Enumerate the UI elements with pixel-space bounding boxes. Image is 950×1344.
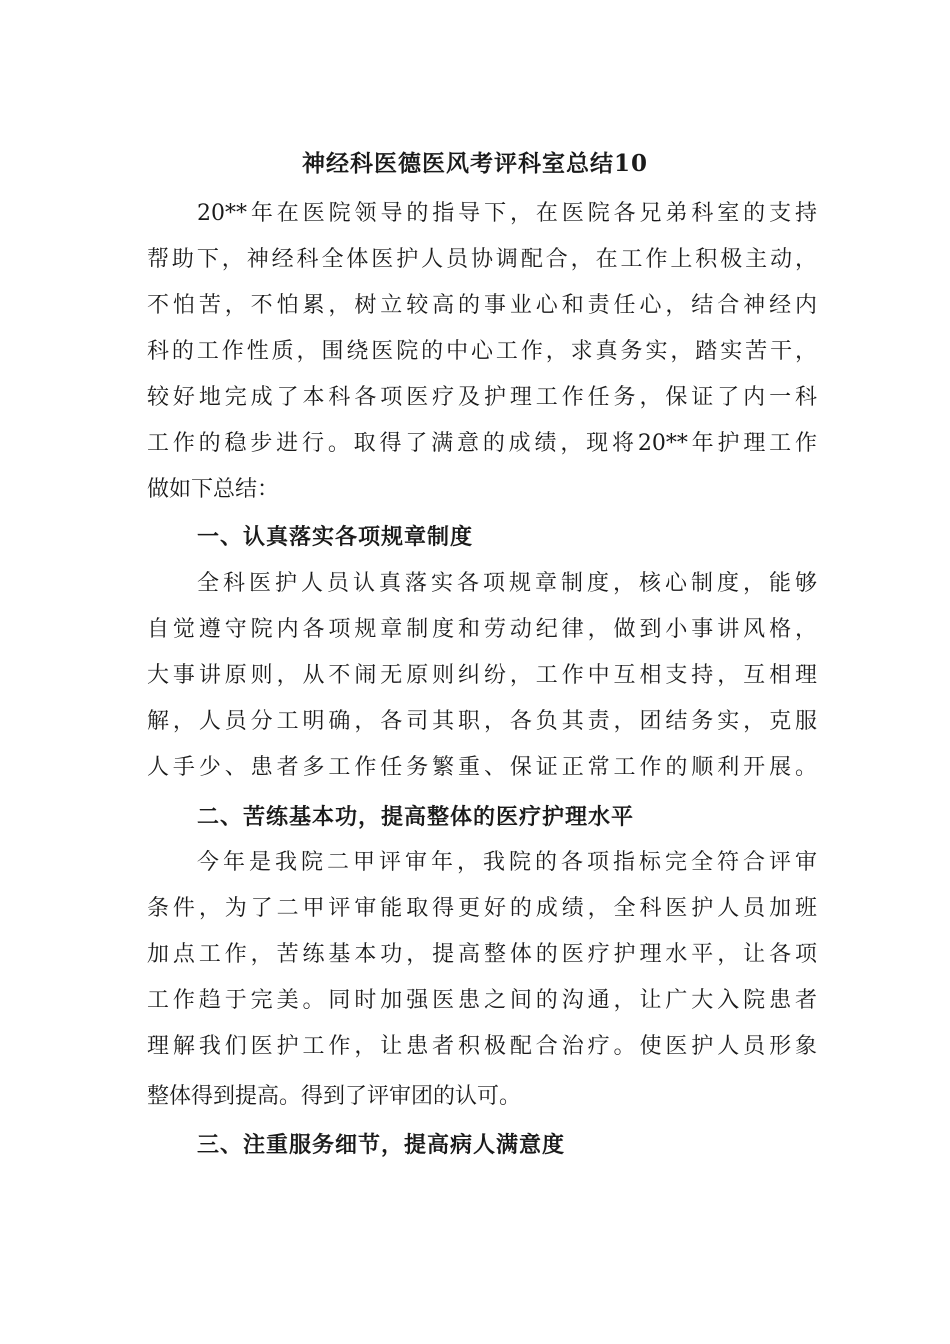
paragraph-line: 工作趋于完美。同时加强医患之间的沟通，让广大入院患者 bbox=[147, 988, 817, 1013]
paragraph-line: 工作的稳步进行。取得了满意的成绩，现将20**年护理工作 bbox=[147, 431, 817, 456]
paragraph-line: 帮助下，神经科全体医护人员协调配合，在工作上积极主动， bbox=[147, 247, 817, 272]
paragraph-line: 人手少、患者多工作任务繁重、保证正常工作的顺利开展。 bbox=[147, 755, 817, 780]
paragraph-line: 科的工作性质，围绕医院的中心工作，求真务实，踏实苦干， bbox=[147, 339, 817, 364]
paragraph-line: 20**年在医院领导的指导下，在医院各兄弟科室的支持 bbox=[197, 201, 817, 226]
paragraph-line: 整体得到提高。得到了评审团的认可。 bbox=[147, 1084, 522, 1109]
paragraph-line: 较好地完成了本科各项医疗及护理工作任务，保证了内一科 bbox=[147, 385, 817, 410]
paragraph-line: 全科医护人员认真落实各项规章制度，核心制度，能够 bbox=[197, 571, 817, 596]
document-title: 神经科医德医风考评科室总结10 bbox=[301, 150, 648, 177]
paragraph-line: 自觉遵守院内各项规章制度和劳动纪律，做到小事讲风格， bbox=[147, 617, 817, 642]
paragraph-line: 不怕苦，不怕累，树立较高的事业心和责任心，结合神经内 bbox=[147, 293, 817, 318]
section-heading: 二、苦练基本功，提高整体的医疗护理水平 bbox=[197, 804, 635, 830]
paragraph-line: 做如下总结： bbox=[147, 477, 280, 502]
section-heading: 一、认真落实各项规章制度 bbox=[197, 524, 474, 550]
paragraph-line: 条件，为了二甲评审能取得更好的成绩，全科医护人员加班 bbox=[147, 896, 817, 921]
paragraph-line: 今年是我院二甲评审年，我院的各项指标完全符合评审 bbox=[197, 850, 817, 875]
paragraph-line: 理解我们医护工作，让患者积极配合治疗。使医护人员形象 bbox=[147, 1034, 817, 1059]
section-heading: 三、注重服务细节，提高病人满意度 bbox=[197, 1132, 566, 1158]
paragraph-line: 解，人员分工明确，各司其职，各负其责，团结务实，克服 bbox=[147, 709, 817, 734]
paragraph-line: 加点工作，苦练基本功，提高整体的医疗护理水平，让各项 bbox=[147, 942, 817, 967]
paragraph-line: 大事讲原则，从不闹无原则纠纷，工作中互相支持，互相理 bbox=[147, 663, 817, 688]
